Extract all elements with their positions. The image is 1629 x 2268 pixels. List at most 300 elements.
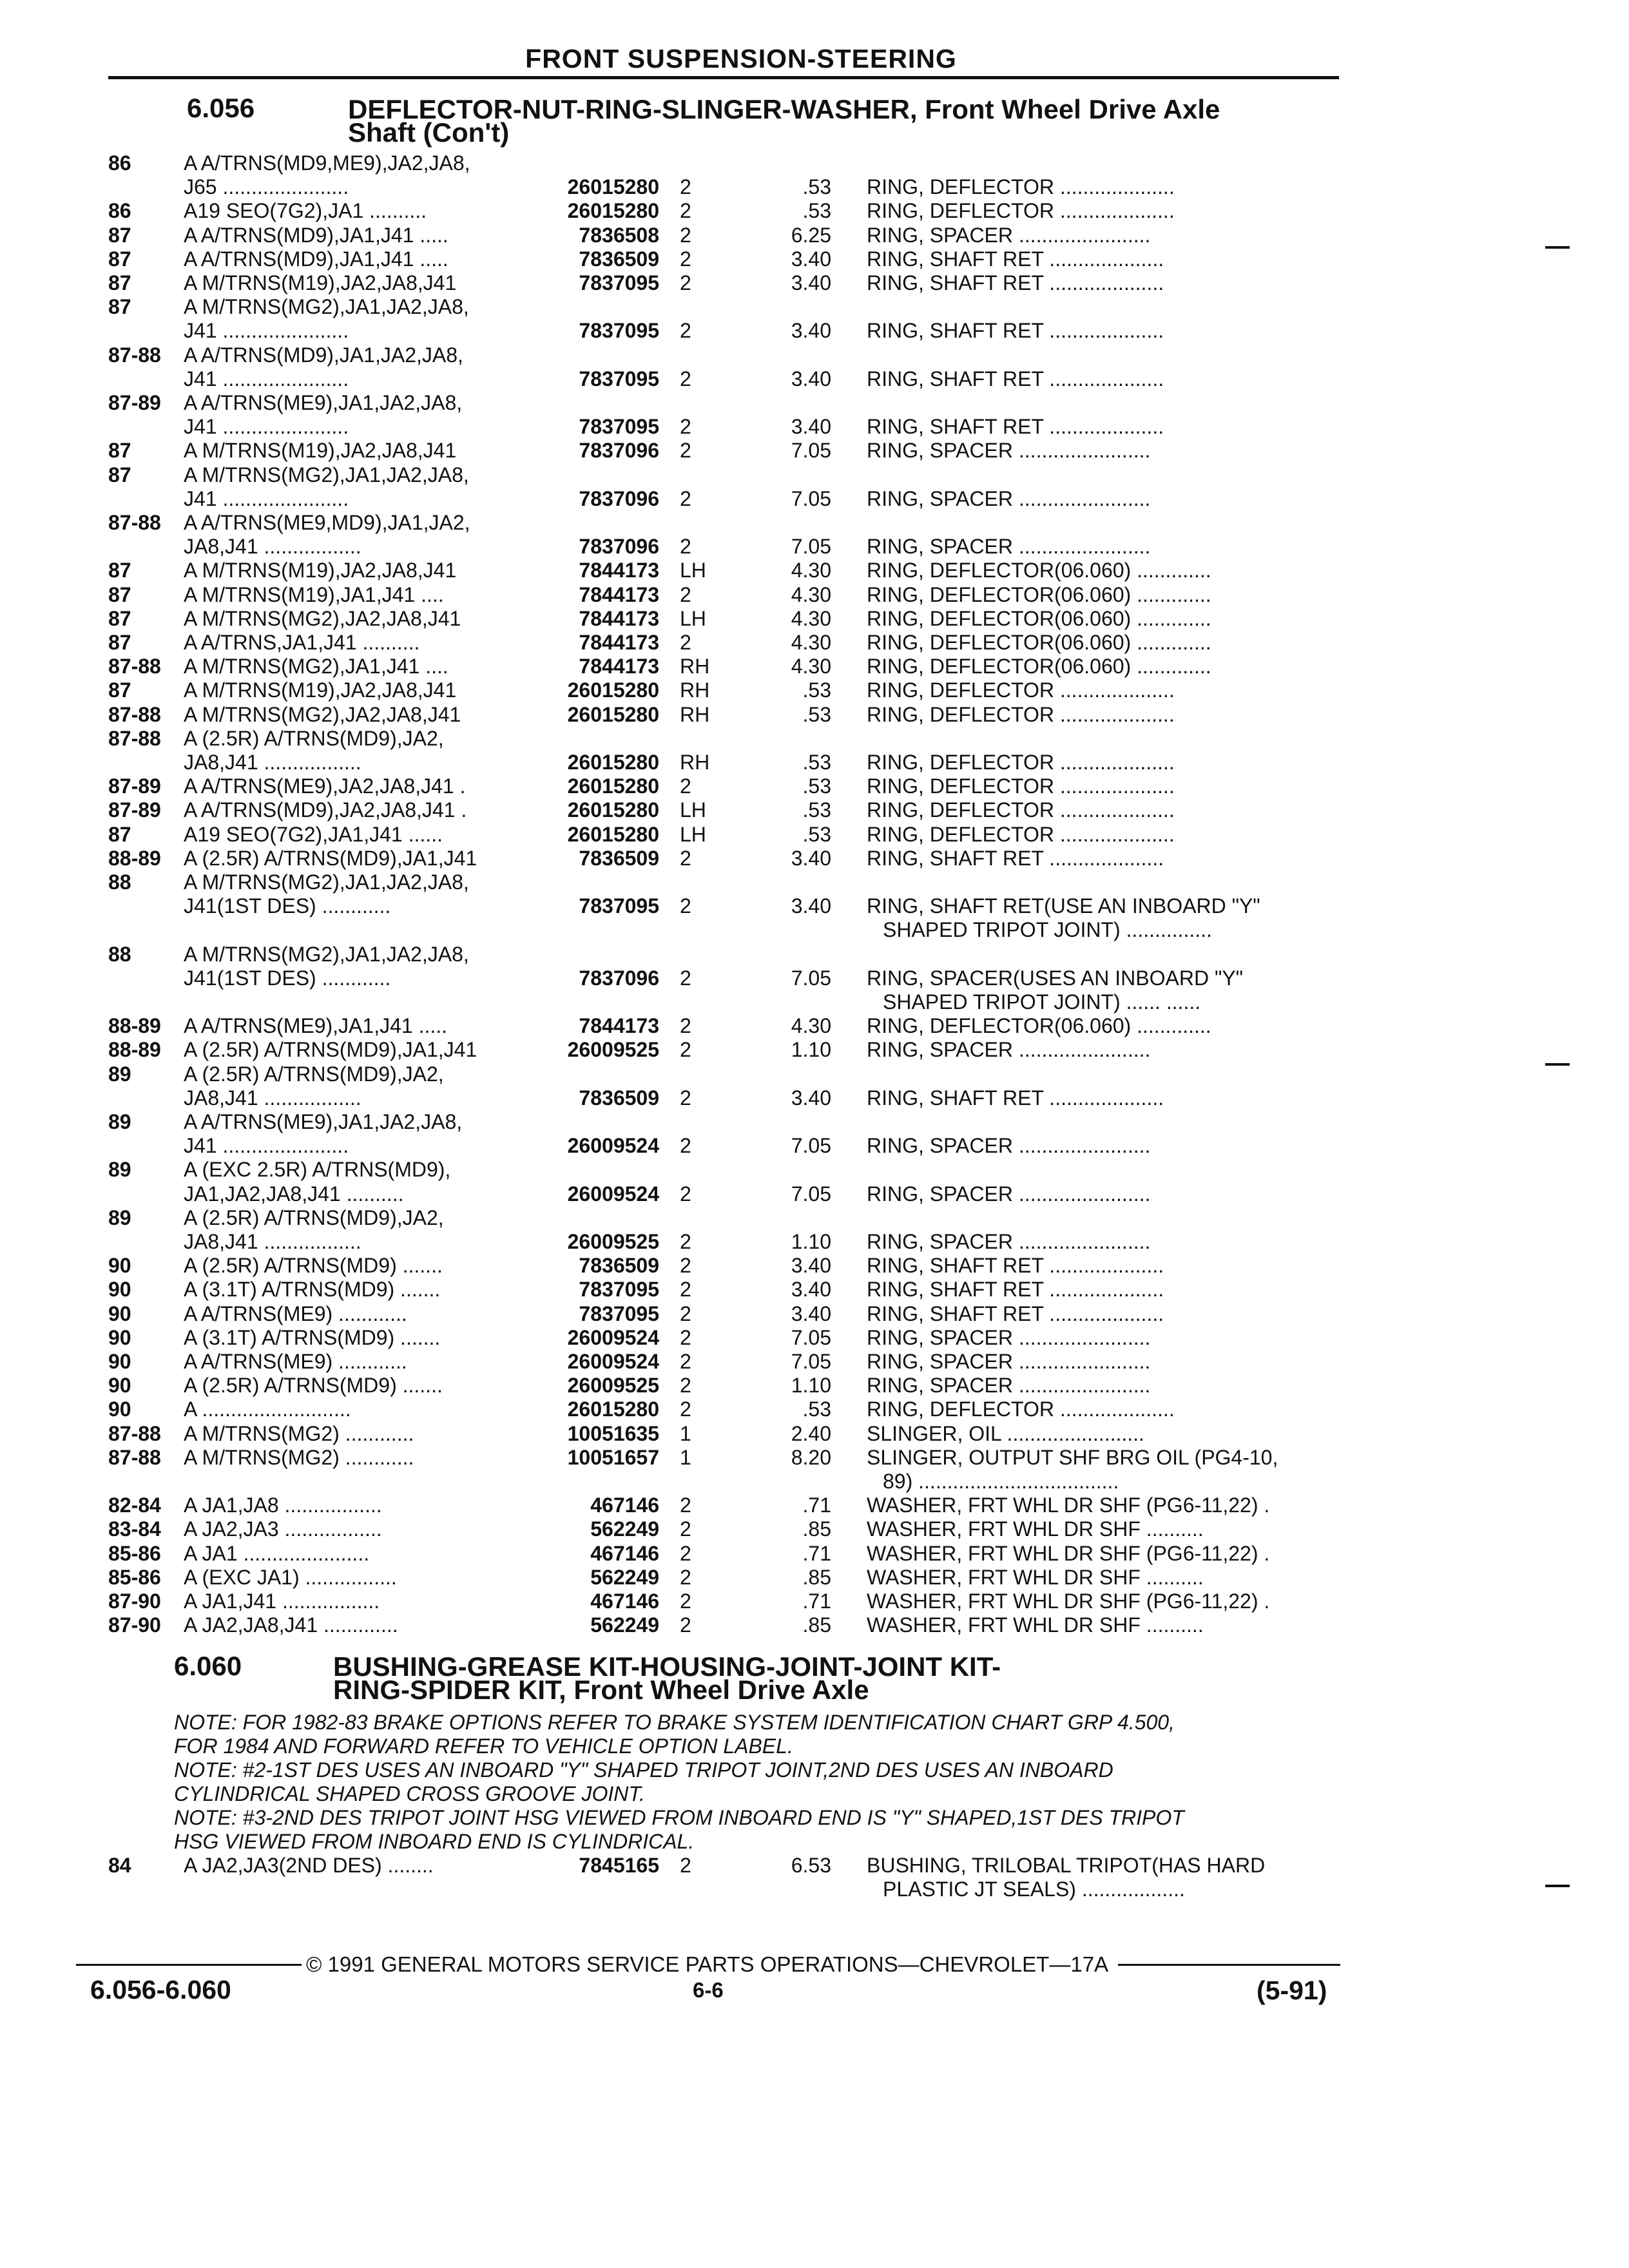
price-cell: 3.40 (791, 1086, 831, 1110)
part-number-cell: 26009525 (567, 1374, 659, 1398)
part-number-cell: 7836509 (579, 247, 659, 271)
application-cell: A M/TRNS(MG2) ............ (184, 1445, 414, 1469)
quantity-cell: 2 (680, 367, 691, 390)
year-cell: 87 (108, 822, 131, 846)
year-cell: 87-90 (108, 1613, 161, 1637)
part-number-cell: 7836509 (579, 1254, 659, 1278)
footer-section-range: 6.056-6.060 (90, 1975, 231, 2004)
application-cell: A A/TRNS(MD9),JA1,J41 ..... (184, 223, 448, 247)
description-cell: RING, SPACER ....................... (867, 439, 1151, 463)
application-cell: A (2.5R) A/TRNS(MD9),JA1,J41 (184, 846, 477, 870)
description-cell: RING, SPACER ....................... (867, 1350, 1151, 1373)
quantity-cell: 2 (680, 415, 691, 439)
application-cell: JA1,JA2,JA8,J41 .......... (184, 1182, 404, 1206)
description-cell: RING, DEFLECTOR .................... (867, 798, 1175, 822)
price-cell: 3.40 (791, 1254, 831, 1278)
part-number-cell: 26009524 (567, 1182, 659, 1206)
quantity-cell: 2 (680, 1517, 691, 1541)
quantity-cell: 2 (680, 247, 691, 271)
part-number-cell: 562249 (590, 1517, 659, 1541)
section-title-line: DEFLECTOR-NUT-RING-SLINGER-WASHER, Front Wheel Drive Axle (348, 94, 1220, 124)
year-cell: 87 (108, 631, 131, 654)
year-cell: 90 (108, 1254, 131, 1278)
part-number-cell: 26015280 (567, 774, 659, 798)
part-number-cell: 26015280 (567, 175, 659, 199)
part-number-cell: 26015280 (567, 199, 659, 223)
part-number-cell: 7837095 (579, 367, 659, 390)
description-continuation: SHAPED TRIPOT JOINT) ............... (883, 918, 1212, 942)
year-cell: 87 (108, 582, 131, 606)
note-line: NOTE: FOR 1982-83 BRAKE OPTIONS REFER TO BRAKE SYSTEM IDENTIFICATION CHART GRP 4.500, (174, 1711, 1175, 1734)
footer-page-number: 6-6 (693, 1978, 724, 2002)
price-cell: 3.40 (791, 319, 831, 343)
part-number-cell: 7837095 (579, 894, 659, 918)
application-cell: A (3.1T) A/TRNS(MD9) ....... (184, 1278, 441, 1302)
part-number-cell: 7844173 (579, 1014, 659, 1038)
part-number-cell: 26009525 (567, 1038, 659, 1062)
price-cell: 1.10 (791, 1230, 831, 1253)
year-cell: 87-88 (108, 726, 161, 750)
description-cell: RING, SPACER ....................... (867, 1134, 1151, 1158)
application-cell: A (2.5R) A/TRNS(MD9),JA1,J41 (184, 1038, 477, 1062)
year-cell: 90 (108, 1350, 131, 1373)
application-cell: A M/TRNS(MG2),JA1,JA2,JA8, (184, 463, 469, 486)
year-cell: 86 (108, 151, 131, 175)
quantity-cell: RH (680, 751, 710, 774)
quantity-cell: 2 (680, 1374, 691, 1398)
description-cell: RING, DEFLECTOR(06.060) ............. (867, 655, 1211, 678)
quantity-cell: 2 (680, 1613, 691, 1637)
application-cell: J41 ...................... (184, 415, 349, 439)
section-number: 6.056 (187, 93, 255, 123)
year-cell: 87 (108, 223, 131, 247)
price-cell: 2.40 (791, 1421, 831, 1445)
year-cell: 89 (108, 1206, 131, 1229)
part-number-cell: 7844173 (579, 559, 659, 582)
year-cell: 87 (108, 678, 131, 702)
margin-mark (1545, 1885, 1570, 1887)
application-cell: A M/TRNS(M19),JA2,JA8,J41 (184, 271, 457, 294)
description-cell: RING, SHAFT RET .................... (867, 1086, 1164, 1110)
part-number-cell: 26015280 (567, 678, 659, 702)
description-cell: RING, SPACER ....................... (867, 1230, 1151, 1253)
part-number-cell: 7844173 (579, 655, 659, 678)
quantity-cell: 2 (680, 439, 691, 463)
application-cell: A (EXC 2.5R) A/TRNS(MD9), (184, 1158, 451, 1182)
section-title-line: Shaft (Con't) (348, 117, 510, 148)
description-cell: RING, SHAFT RET .................... (867, 271, 1164, 294)
year-cell: 87-88 (108, 1445, 161, 1469)
part-number-cell: 7844173 (579, 631, 659, 654)
section-title-line: RING-SPIDER KIT, Front Wheel Drive Axle (333, 1675, 869, 1705)
part-number-cell: 467146 (590, 1590, 659, 1613)
price-cell: .71 (802, 1541, 831, 1565)
part-number-cell: 467146 (590, 1541, 659, 1565)
description-cell: RING, DEFLECTOR .................... (867, 199, 1175, 223)
description-cell: RING, SPACER ....................... (867, 223, 1151, 247)
price-cell: 3.40 (791, 367, 831, 390)
application-cell: A (EXC JA1) ................ (184, 1565, 397, 1589)
description-cell: RING, SPACER ....................... (867, 1038, 1151, 1062)
application-cell: J41 ...................... (184, 319, 349, 343)
footer-rule (1118, 1964, 1340, 1966)
part-number-cell: 26009524 (567, 1325, 659, 1349)
description-cell: RING, DEFLECTOR .................... (867, 1398, 1175, 1421)
description-cell: RING, SHAFT RET .................... (867, 319, 1164, 343)
application-cell: A (3.1T) A/TRNS(MD9) ....... (184, 1325, 441, 1349)
quantity-cell: RH (680, 702, 710, 726)
description-cell: SLINGER, OUTPUT SHF BRG OIL (PG4-10, (867, 1445, 1278, 1469)
quantity-cell: 2 (680, 582, 691, 606)
description-cell: RING, DEFLECTOR(06.060) ............. (867, 631, 1211, 654)
year-cell: 87 (108, 559, 131, 582)
application-cell: A M/TRNS(M19),JA2,JA8,J41 (184, 678, 457, 702)
year-cell: 87 (108, 463, 131, 486)
year-cell: 88 (108, 942, 131, 966)
price-cell: 7.05 (791, 1325, 831, 1349)
price-cell: 3.40 (791, 1302, 831, 1325)
price-cell: 7.05 (791, 966, 831, 990)
application-cell: A19 SEO(7G2),JA1,J41 ...... (184, 822, 443, 846)
application-cell: A M/TRNS(MG2),JA2,JA8,J41 (184, 702, 461, 726)
quantity-cell: 2 (680, 535, 691, 559)
year-cell: 87 (108, 295, 131, 319)
part-number-cell: 7837095 (579, 415, 659, 439)
application-cell: A (2.5R) A/TRNS(MD9),JA2, (184, 1206, 444, 1229)
application-cell: A JA2,JA3 ................. (184, 1517, 382, 1541)
margin-mark (1545, 246, 1570, 249)
application-cell: J41 ...................... (184, 367, 349, 390)
quantity-cell: 2 (680, 1350, 691, 1373)
quantity-cell: 2 (680, 1254, 691, 1278)
quantity-cell: 2 (680, 1541, 691, 1565)
quantity-cell: 2 (680, 1278, 691, 1302)
price-cell: 7.05 (791, 439, 831, 463)
description-cell: RING, DEFLECTOR .................... (867, 678, 1175, 702)
application-cell: J41 ...................... (184, 1134, 349, 1158)
price-cell: .53 (802, 751, 831, 774)
part-number-cell: 26015280 (567, 751, 659, 774)
price-cell: 6.25 (791, 223, 831, 247)
quantity-cell: LH (680, 606, 706, 630)
part-number-cell: 7837096 (579, 486, 659, 510)
quantity-cell: 2 (680, 1590, 691, 1613)
section-number: 6.060 (174, 1651, 242, 1681)
application-cell: A A/TRNS(MD9),JA1,JA2,JA8, (184, 343, 463, 367)
price-cell: .85 (802, 1613, 831, 1637)
application-cell: A A/TRNS(MD9,ME9),JA2,JA8, (184, 151, 470, 175)
price-cell: .71 (802, 1494, 831, 1517)
description-cell: RING, SPACER ....................... (867, 486, 1151, 510)
application-cell: A M/TRNS(MG2),JA1,JA2,JA8, (184, 942, 469, 966)
description-cell: BUSHING, TRILOBAL TRIPOT(HAS HARD (867, 1854, 1266, 1877)
quantity-cell: 2 (680, 1854, 691, 1877)
application-cell: A A/TRNS(ME9,MD9),JA1,JA2, (184, 511, 470, 534)
description-cell: RING, SPACER ....................... (867, 1325, 1151, 1349)
price-cell: .53 (802, 798, 831, 822)
description-continuation: 89) ................................... (883, 1470, 1119, 1493)
description-cell: RING, SHAFT RET .................... (867, 1278, 1164, 1302)
description-cell: WASHER, FRT WHL DR SHF .......... (867, 1565, 1204, 1589)
description-cell: RING, SHAFT RET .................... (867, 1254, 1164, 1278)
year-cell: 90 (108, 1302, 131, 1325)
year-cell: 89 (108, 1110, 131, 1133)
part-number-cell: 7837096 (579, 439, 659, 463)
quantity-cell: 2 (680, 1038, 691, 1062)
price-cell: .53 (802, 822, 831, 846)
part-number-cell: 7837096 (579, 966, 659, 990)
quantity-cell: 2 (680, 774, 691, 798)
part-number-cell: 7837095 (579, 271, 659, 294)
price-cell: .53 (802, 774, 831, 798)
year-cell: 87-88 (108, 655, 161, 678)
part-number-cell: 7836509 (579, 846, 659, 870)
description-cell: RING, SHAFT RET(USE AN INBOARD "Y" (867, 894, 1260, 918)
quantity-cell: 2 (680, 1014, 691, 1038)
note-line: FOR 1984 AND FORWARD REFER TO VEHICLE OPTION LABEL. (174, 1735, 793, 1758)
price-cell: 4.30 (791, 1014, 831, 1038)
quantity-cell: 2 (680, 175, 691, 199)
price-cell: .53 (802, 175, 831, 199)
quantity-cell: 2 (680, 631, 691, 654)
quantity-cell: 2 (680, 1086, 691, 1110)
part-number-cell: 10051657 (567, 1445, 659, 1469)
quantity-cell: 2 (680, 319, 691, 343)
price-cell: 3.40 (791, 1278, 831, 1302)
part-number-cell: 26015280 (567, 702, 659, 726)
note-line: NOTE: #3-2ND DES TRIPOT JOINT HSG VIEWED FROM INBOARD END IS "Y" SHAPED,1ST DES TRIPOT (174, 1806, 1184, 1829)
year-cell: 87 (108, 439, 131, 463)
part-number-cell: 7837095 (579, 1302, 659, 1325)
quantity-cell: 2 (680, 1325, 691, 1349)
price-cell: 4.30 (791, 559, 831, 582)
application-cell: A (2.5R) A/TRNS(MD9) ....... (184, 1374, 443, 1398)
description-cell: WASHER, FRT WHL DR SHF (PG6-11,22) . (867, 1494, 1270, 1517)
application-cell: A JA1,JA8 ................. (184, 1494, 382, 1517)
application-cell: A JA2,JA3(2ND DES) ........ (184, 1854, 434, 1877)
application-cell: A A/TRNS(ME9),JA1,J41 ..... (184, 1014, 448, 1038)
description-cell: WASHER, FRT WHL DR SHF (PG6-11,22) . (867, 1541, 1270, 1565)
part-number-cell: 26009525 (567, 1230, 659, 1253)
description-cell: RING, SPACER ....................... (867, 1374, 1151, 1398)
application-cell: A JA1 ...................... (184, 1541, 370, 1565)
application-cell: A M/TRNS(MG2),JA2,JA8,J41 (184, 606, 461, 630)
year-cell: 87-89 (108, 798, 161, 822)
quantity-cell: 1 (680, 1421, 691, 1445)
price-cell: 4.30 (791, 631, 831, 654)
quantity-cell: 2 (680, 486, 691, 510)
description-cell: RING, SHAFT RET .................... (867, 415, 1164, 439)
application-cell: A A/TRNS(ME9),JA1,JA2,JA8, (184, 391, 463, 414)
quantity-cell: LH (680, 822, 706, 846)
application-cell: A M/TRNS(M19),JA2,JA8,J41 (184, 439, 457, 463)
table-row (0, 1854, 1629, 1878)
application-cell: A (2.5R) A/TRNS(MD9),JA2, (184, 726, 444, 750)
part-number-cell: 10051635 (567, 1421, 659, 1445)
description-cell: RING, DEFLECTOR(06.060) ............. (867, 1014, 1211, 1038)
year-cell: 87-88 (108, 343, 161, 367)
quantity-cell: 2 (680, 1302, 691, 1325)
price-cell: .85 (802, 1565, 831, 1589)
description-cell: RING, DEFLECTOR .................... (867, 175, 1175, 199)
part-number-cell: 7837095 (579, 319, 659, 343)
year-cell: 87-89 (108, 391, 161, 414)
year-cell: 87 (108, 247, 131, 271)
part-number-cell: 26015280 (567, 798, 659, 822)
quantity-cell: 2 (680, 966, 691, 990)
quantity-cell: 2 (680, 199, 691, 223)
quantity-cell: 2 (680, 1182, 691, 1206)
quantity-cell: 1 (680, 1445, 691, 1469)
year-cell: 88-89 (108, 1014, 161, 1038)
description-continuation: SHAPED TRIPOT JOINT) ...... ...... (883, 990, 1201, 1014)
price-cell: .71 (802, 1590, 831, 1613)
year-cell: 87-90 (108, 1590, 161, 1613)
application-cell: A M/TRNS(MG2) ............ (184, 1421, 414, 1445)
year-cell: 82-84 (108, 1494, 161, 1517)
price-cell: 1.10 (791, 1374, 831, 1398)
price-cell: 3.40 (791, 247, 831, 271)
application-cell: A JA1,J41 ................. (184, 1590, 380, 1613)
description-cell: RING, SPACER ....................... (867, 535, 1151, 559)
price-cell: 7.05 (791, 1134, 831, 1158)
price-cell: 3.40 (791, 271, 831, 294)
part-number-cell: 7837096 (579, 535, 659, 559)
year-cell: 89 (108, 1062, 131, 1086)
price-cell: .85 (802, 1517, 831, 1541)
price-cell: .53 (802, 678, 831, 702)
description-cell: RING, SHAFT RET .................... (867, 1302, 1164, 1325)
year-cell: 90 (108, 1374, 131, 1398)
application-cell: A A/TRNS(ME9),JA2,JA8,J41 . (184, 774, 466, 798)
price-cell: 1.10 (791, 1038, 831, 1062)
description-cell: WASHER, FRT WHL DR SHF .......... (867, 1517, 1204, 1541)
part-number-cell: 26009524 (567, 1350, 659, 1373)
application-cell: J41(1ST DES) ............ (184, 966, 391, 990)
description-cell: RING, DEFLECTOR(06.060) ............. (867, 582, 1211, 606)
application-cell: JA8,J41 ................. (184, 751, 361, 774)
quantity-cell: RH (680, 655, 710, 678)
part-number-cell: 26015280 (567, 822, 659, 846)
quantity-cell: LH (680, 798, 706, 822)
price-cell: .53 (802, 702, 831, 726)
description-cell: RING, DEFLECTOR .................... (867, 774, 1175, 798)
part-number-cell: 7845165 (579, 1854, 659, 1877)
quantity-cell: RH (680, 678, 710, 702)
quantity-cell: 2 (680, 1398, 691, 1421)
application-cell: A .......................... (184, 1398, 351, 1421)
application-cell: J65 ...................... (184, 175, 349, 199)
year-cell: 85-86 (108, 1541, 161, 1565)
price-cell: .53 (802, 1398, 831, 1421)
quantity-cell: 2 (680, 894, 691, 918)
application-cell: JA8,J41 ................. (184, 1230, 361, 1253)
application-cell: JA8,J41 ................. (184, 535, 361, 559)
year-cell: 87-88 (108, 511, 161, 534)
quantity-cell: 2 (680, 846, 691, 870)
footer-copyright: © 1991 GENERAL MOTORS SERVICE PARTS OPERATIONS—CHEVROLET—17A (306, 1952, 1109, 1976)
year-cell: 90 (108, 1278, 131, 1302)
application-cell: A M/TRNS(M19),JA1,J41 .... (184, 582, 444, 606)
application-cell: A A/TRNS(ME9) ............ (184, 1302, 407, 1325)
part-number-cell: 7836508 (579, 223, 659, 247)
application-cell: A M/TRNS(MG2),JA1,JA2,JA8, (184, 295, 469, 319)
price-cell: 4.30 (791, 582, 831, 606)
price-cell: 7.05 (791, 535, 831, 559)
quantity-cell: 2 (680, 223, 691, 247)
price-cell: 4.30 (791, 606, 831, 630)
price-cell: .53 (802, 199, 831, 223)
application-cell: J41 ...................... (184, 486, 349, 510)
section-title-line: BUSHING-GREASE KIT-HOUSING-JOINT-JOINT KIT- (333, 1651, 1001, 1682)
quantity-cell: 2 (680, 1134, 691, 1158)
description-cell: WASHER, FRT WHL DR SHF .......... (867, 1613, 1204, 1637)
part-number-cell: 562249 (590, 1565, 659, 1589)
description-cell: RING, DEFLECTOR .................... (867, 751, 1175, 774)
year-cell: 86 (108, 199, 131, 223)
price-cell: 3.40 (791, 894, 831, 918)
quantity-cell: 2 (680, 1494, 691, 1517)
price-cell: 7.05 (791, 1350, 831, 1373)
application-cell: A M/TRNS(MG2),JA1,J41 .... (184, 655, 448, 678)
price-cell: 7.05 (791, 486, 831, 510)
price-cell: 3.40 (791, 846, 831, 870)
application-cell: A A/TRNS,JA1,J41 .......... (184, 631, 420, 654)
description-cell: SLINGER, OIL ........................ (867, 1421, 1144, 1445)
application-cell: J41(1ST DES) ............ (184, 894, 391, 918)
description-cell: RING, SPACER ....................... (867, 1182, 1151, 1206)
description-cell: RING, SPACER(USES AN INBOARD "Y" (867, 966, 1244, 990)
year-cell: 85-86 (108, 1565, 161, 1589)
year-cell: 88-89 (108, 1038, 161, 1062)
margin-mark (1545, 1063, 1570, 1066)
part-number-cell: 7837095 (579, 1278, 659, 1302)
year-cell: 90 (108, 1325, 131, 1349)
application-cell: A JA2,JA8,J41 ............. (184, 1613, 398, 1637)
year-cell: 87 (108, 271, 131, 294)
price-cell: 6.53 (791, 1854, 831, 1877)
part-number-cell: 26009524 (567, 1134, 659, 1158)
year-cell: 87-89 (108, 774, 161, 798)
price-cell: 7.05 (791, 1182, 831, 1206)
application-cell: A (2.5R) A/TRNS(MD9) ....... (184, 1254, 443, 1278)
price-cell: 8.20 (791, 1445, 831, 1469)
description-cell: RING, SHAFT RET .................... (867, 247, 1164, 271)
year-cell: 88 (108, 870, 131, 894)
application-cell: JA8,J41 ................. (184, 1086, 361, 1110)
footer-rule (76, 1964, 302, 1966)
application-cell: A A/TRNS(MD9),JA2,JA8,J41 . (184, 798, 467, 822)
quantity-cell: 2 (680, 271, 691, 294)
quantity-cell: LH (680, 559, 706, 582)
price-cell: 3.40 (791, 415, 831, 439)
application-cell: A M/TRNS(M19),JA2,JA8,J41 (184, 559, 457, 582)
note-line: CYLINDRICAL SHAPED CROSS GROOVE JOINT. (174, 1782, 645, 1805)
footer-date: (5-91) (1257, 1975, 1327, 2005)
quantity-cell: 2 (680, 1230, 691, 1253)
application-cell: A19 SEO(7G2),JA1 .......... (184, 199, 427, 223)
page-header-title: FRONT SUSPENSION-STEERING (525, 44, 957, 73)
note-line: NOTE: #2-1ST DES USES AN INBOARD "Y" SHAPED TRIPOT JOINT,2ND DES USES AN INBOARD (174, 1758, 1113, 1782)
description-continuation: PLASTIC JT SEALS) .................. (883, 1878, 1185, 1901)
description-cell: RING, SHAFT RET .................... (867, 367, 1164, 390)
year-cell: 88-89 (108, 846, 161, 870)
year-cell: 87 (108, 606, 131, 630)
application-cell: A A/TRNS(ME9),JA1,JA2,JA8, (184, 1110, 463, 1133)
part-number-cell: 7836509 (579, 1086, 659, 1110)
year-cell: 84 (108, 1854, 131, 1877)
quantity-cell: 2 (680, 1565, 691, 1589)
